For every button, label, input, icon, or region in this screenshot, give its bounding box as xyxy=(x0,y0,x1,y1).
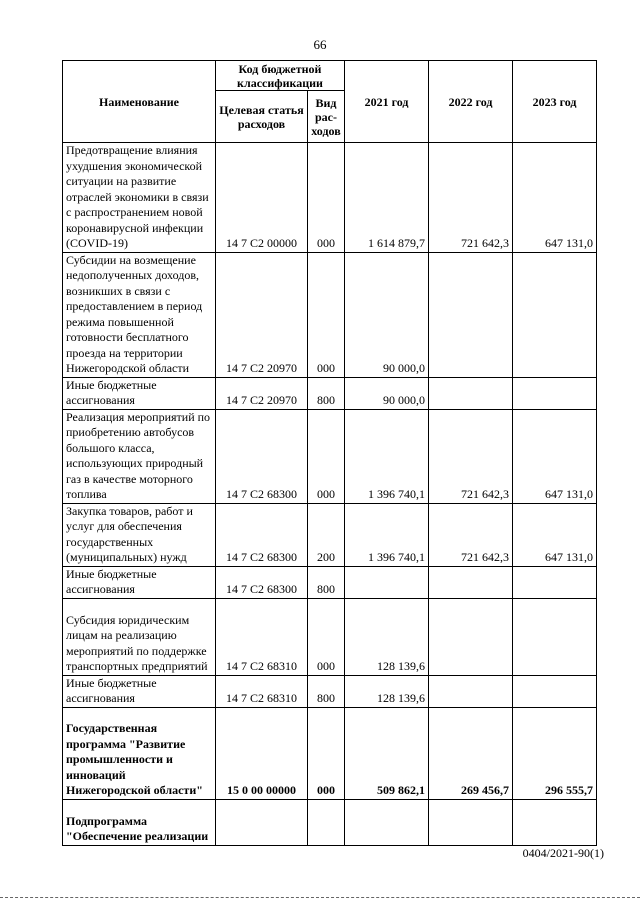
header-target: Целевая статья расходов xyxy=(216,91,308,143)
header-2023: 2023 год xyxy=(513,61,597,143)
table-row: Субсидии на возмещение недополученных доходов, возникших в связи с предоставлением в период режима повышенной готовности бесплатного проезда на территории Нижегородской области 14 7 С2 20970 000 90 000,0 xyxy=(63,252,597,377)
header-type: Вид рас-ходов xyxy=(308,91,345,143)
page-edge-line xyxy=(0,897,640,898)
header-2021: 2021 год xyxy=(345,61,429,143)
table-row: Субсидия юридическим лицам на реализацию мероприятий по поддержке транспортных предприятий 14 7 С2 68310 000 128 139,6 xyxy=(63,598,597,675)
page-number: 66 xyxy=(313,37,327,52)
table-row: Закупка товаров, работ и услуг для обеспечения государственных (муниципальных) нужд 14 7 С2 68300 200 1 396 740,1 721 642,3 647 131,0 xyxy=(63,503,597,566)
header-kbk-group: Код бюджетной классификации xyxy=(216,61,345,91)
table-row: Иные бюджетные ассигнования 14 7 С2 20970 800 90 000,0 xyxy=(63,377,597,409)
table-row: Иные бюджетные ассигнования 14 7 С2 68310 800 128 139,6 xyxy=(63,675,597,707)
budget-table xyxy=(62,60,597,846)
header-2022: 2022 год xyxy=(429,61,513,143)
header-name: Наименование xyxy=(63,61,216,143)
table-row: Реализация мероприятий по приобретению автобусов большого класса, использующих природный газ в качестве моторного топлива 14 7 С2 68300 000 1 396 740,1 721 642,3 647 131,0 xyxy=(63,409,597,503)
table-row: Подпрограмма "Обеспечение реализации xyxy=(63,799,597,845)
table-row: Иные бюджетные ассигнования 14 7 С2 68300 800 xyxy=(63,566,597,598)
table-row: Государственная программа "Развитие промышленности и инноваций Нижегородской области" 15 0 00 00000 000 509 862,1 269 456,7 296 555,7 xyxy=(63,707,597,799)
table-row: Предотвращение влияния ухудшения экономической ситуации на развитие отраслей экономики в связи с распространением новой коронавирусной инфекции (COVID-19) 14 7 С2 00000 000 1 614 879,7 721 642,3 647 131,0 xyxy=(63,143,597,253)
document-code: 0404/2021-90(1) xyxy=(522,846,604,860)
